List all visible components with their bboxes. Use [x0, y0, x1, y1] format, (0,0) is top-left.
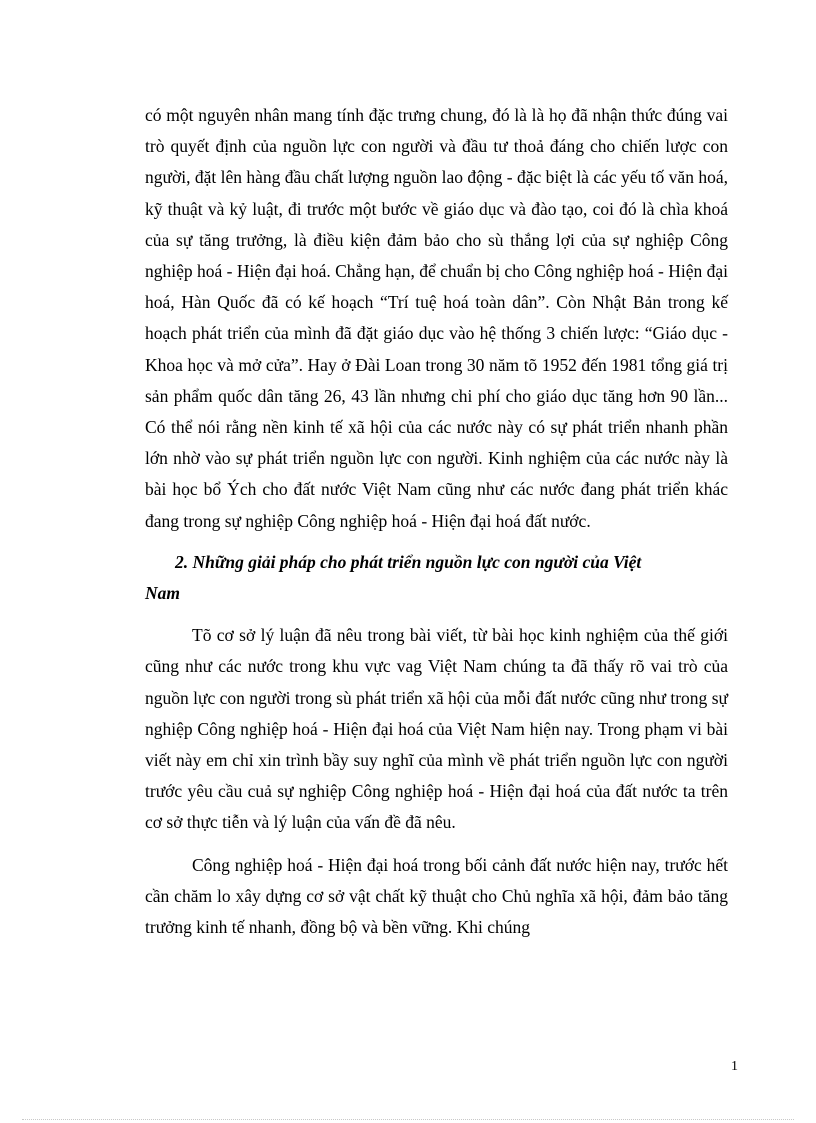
paragraph-industrialization: Công nghiệp hoá - Hiện đại hoá trong bối cảnh đất nước hiện nay, trước hết cần chăm lo xây dựng cơ sở vật chất kỹ thuật cho Chủ nghĩa xã hội, đảm bảo tăng trưởng kinh tế nhanh, đồng bộ và bền vững. Khi chúng — [145, 854, 728, 938]
paragraph-intro: Tõ cơ sở lý luận đã nêu trong bài viết, từ bài học kinh nghiệm của thế giới cũng như các nước trong khu vực vag Việt Nam chúng ta đã thấy rõ vai trò của nguồn lực con người trong sù phát triển xã hội của mỗi đất nước cũng như trong sự nghiệp Công nghiệp hoá - Hiện đại hoá của Việt Nam hiện nay. Trong phạm vi bài viết này em chỉ xin trình bầy suy nghĩ của mình về phát triển nguồn lực con người trước yêu cầu cuả sự nghiệp Công nghiệp hoá - Hiện đại hoá của đất nước ta trên cơ sở thực tiễn và lý luận của vấn đề đã nêu. — [145, 625, 728, 833]
paragraph-continued: có một nguyên nhân mang tính đặc trưng chung, đó là là họ đã nhận thức đúng vai trò quyết định của nguồn lực con người và đầu tư thoả đáng cho chiến lược con người, đặt lên hàng đầu chất lượng nguồn lao động - đặc biệt là các yếu tố văn hoá, kỹ thuật và kỷ luật, đi trước một bước về giáo dục và đào tạo, coi đó là chìa khoá của sự tăng trưởng, là điều kiện đảm bảo cho sù thắng lợi của sự nghiệp Công nghiệp hoá - Hiện đại hoá. Chẳng hạn, để chuẩn bị cho Công nghiệp hoá - Hiện đại hoá, Hàn Quốc đã có kế hoạch “Trí tuệ hoá toàn dân”. Còn Nhật Bản trong kế hoạch phát triển của mình đã đặt giáo dục vào hệ thống 3 chiến lược: “Giáo dục - Khoa học và mở cửa”. Hay ở Đài Loan trong 30 năm tõ 1952 đến 1981 tổng giá trị sản phẩm quốc dân tăng 26, 43 lần nhưng chi phí cho giáo dục tăng hơn 90 lần... Có thể nói rằng nền kinh tế xã hội của các nước này có sự phát triển nhanh phần lớn nhờ vào sự phát triển nguồn lực con người. Kinh nghiệm của các nước này là bài học bổ Ých cho đất nước Việt Nam cũng như các nước đang phát triển khác đang trong sự nghiệp Công nghiệp hoá - Hiện đại hoá đất nước. — [145, 105, 728, 531]
page-content — [145, 100, 728, 943]
section-heading-line-1: 2. Những giải pháp cho phát triển nguồn lực con người của Việt — [175, 551, 642, 572]
page-bottom-border — [22, 1119, 794, 1120]
page-number: 1 — [731, 1059, 738, 1074]
section-heading-line-2: Nam — [145, 583, 180, 604]
section-heading — [145, 547, 728, 609]
